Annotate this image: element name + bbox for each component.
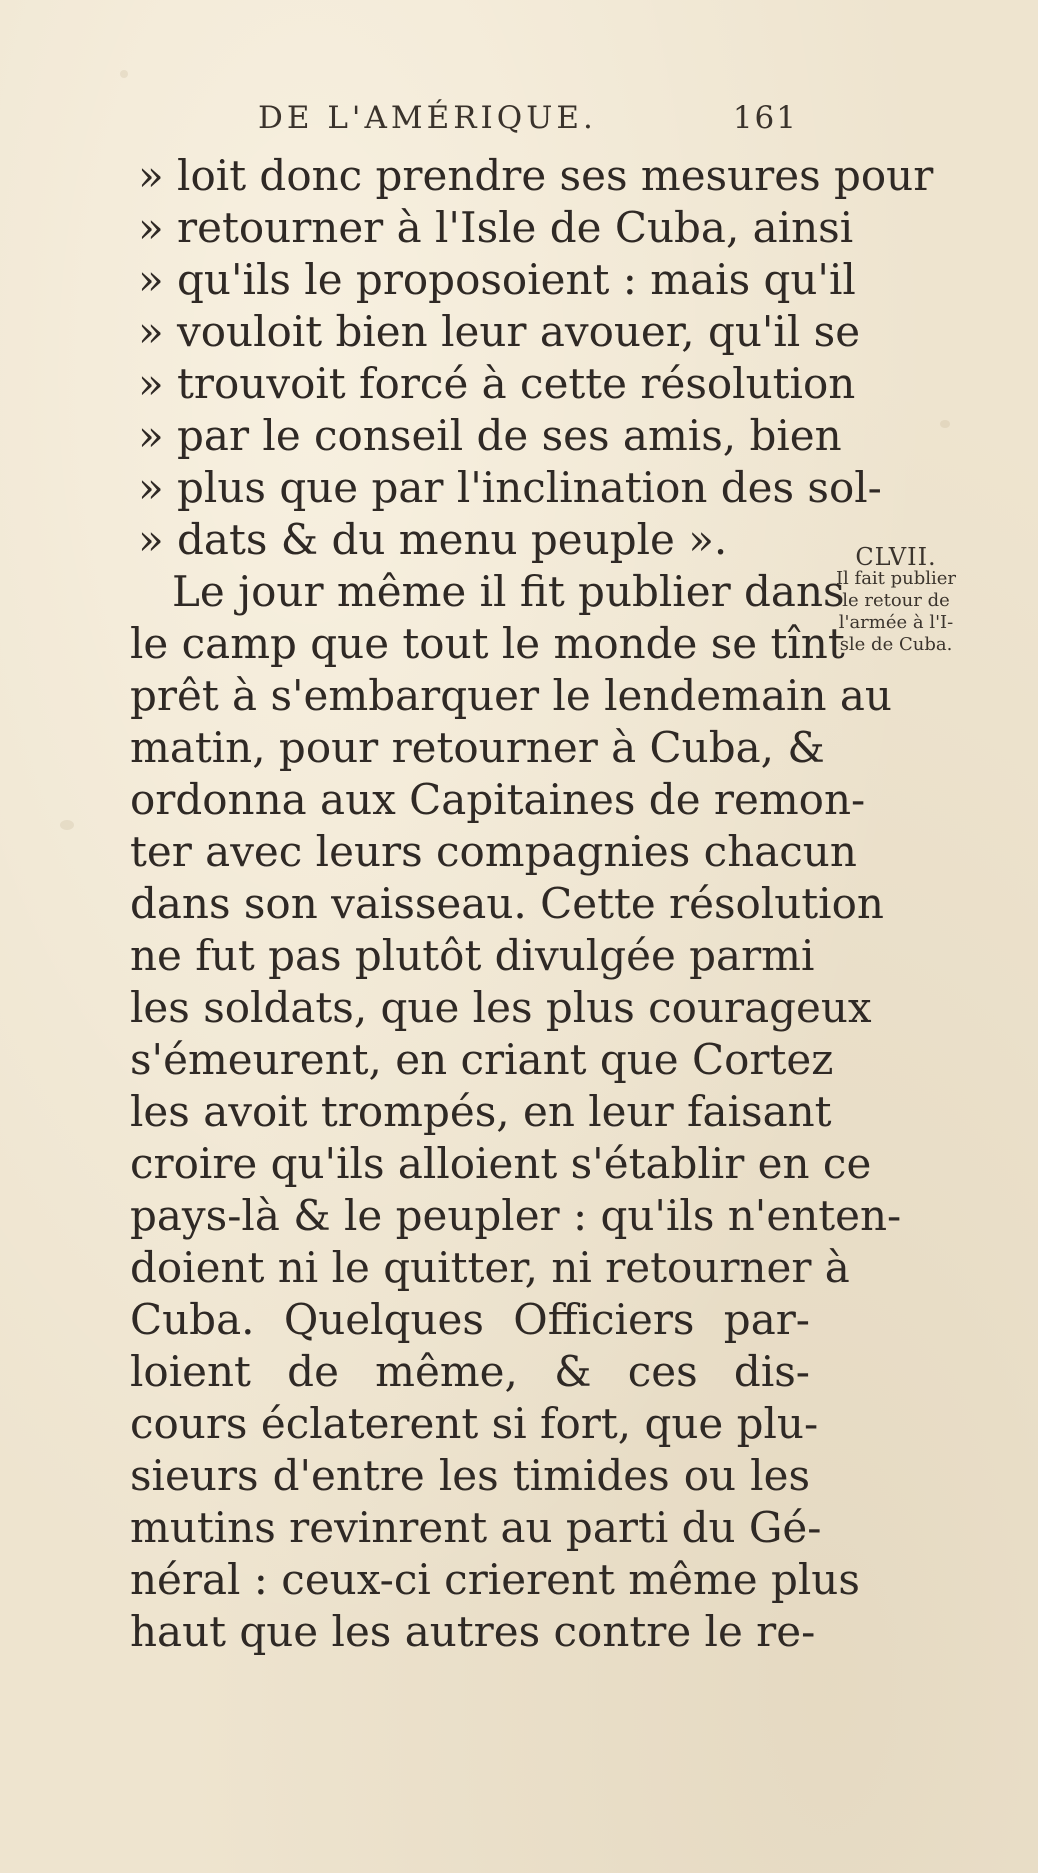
text-line: » plus que par l'inclination des sol- (138, 463, 882, 512)
text-line: Cuba. Quelques Officiers par- (130, 1295, 810, 1344)
paper-stain (60, 820, 74, 830)
text-line: cours éclaterent si fort, que plu- (130, 1399, 819, 1448)
text-line: croire qu'ils alloient s'établir en ce (130, 1139, 872, 1188)
running-head (258, 100, 798, 136)
text-line: matin, pour retourner à Cuba, & (130, 723, 825, 772)
text-line: » vouloit bien leur avouer, qu'il se (138, 307, 861, 356)
text-line: » trouvoit forcé à cette résolution (138, 359, 856, 408)
text-line: ter avec leurs compagnies chacun (130, 827, 857, 876)
text-line: doient ni le quitter, ni retourner à (130, 1243, 850, 1292)
text-line: ordonna aux Capitaines de remon- (130, 775, 866, 824)
text-line: » retourner à l'Isle de Cuba, ainsi (138, 203, 854, 252)
text-line: pays-là & le peupler : qu'ils n'enten- (130, 1191, 902, 1240)
text-line: les avoit trompés, en leur faisant (130, 1087, 832, 1136)
paper-stain (940, 420, 950, 428)
text-line: le camp que tout le monde se tînt (130, 619, 845, 668)
paper-stain (120, 70, 128, 78)
marginal-note-number: CLVII. (855, 543, 937, 571)
text-line: les soldats, que les plus courageux (130, 983, 872, 1032)
text-line: s'émeurent, en criant que Cortez (130, 1035, 834, 1084)
text-line: ne fut pas plutôt divulgée parmi (130, 931, 815, 980)
running-head-title: DE L'AMÉRIQUE. (258, 100, 597, 136)
marginal-note-line: l'armée à l'I- (838, 612, 954, 633)
marginal-note-line: Il fait publier (835, 568, 957, 589)
text-line: » loit donc prendre ses mesures pour (138, 151, 934, 200)
text-line: haut que les autres contre le re- (130, 1607, 816, 1656)
text-line: » par le conseil de ses amis, bien (138, 411, 842, 460)
text-line: mutins revinrent au parti du Gé- (130, 1503, 822, 1552)
text-line: néral : ceux-ci crierent même plus (130, 1555, 860, 1604)
text-line: » qu'ils le proposoient : mais qu'il (138, 255, 856, 304)
text-line: dans son vaisseau. Cette résolution (130, 879, 884, 928)
text-line: » dats & du menu peuple ». (138, 515, 728, 564)
text-line: Le jour même il fit publier dans (172, 567, 845, 616)
marginal-note (808, 543, 984, 656)
marginal-note-line: sle de Cuba. (839, 634, 953, 655)
text-line: prêt à s'embarquer le lendemain au (130, 671, 892, 720)
text-line: sieurs d'entre les timides ou les (130, 1451, 810, 1500)
page-number: 161 (732, 100, 798, 136)
marginal-note-line: le retour de (842, 590, 950, 611)
text-line: loient de même, & ces dis- (130, 1347, 810, 1396)
